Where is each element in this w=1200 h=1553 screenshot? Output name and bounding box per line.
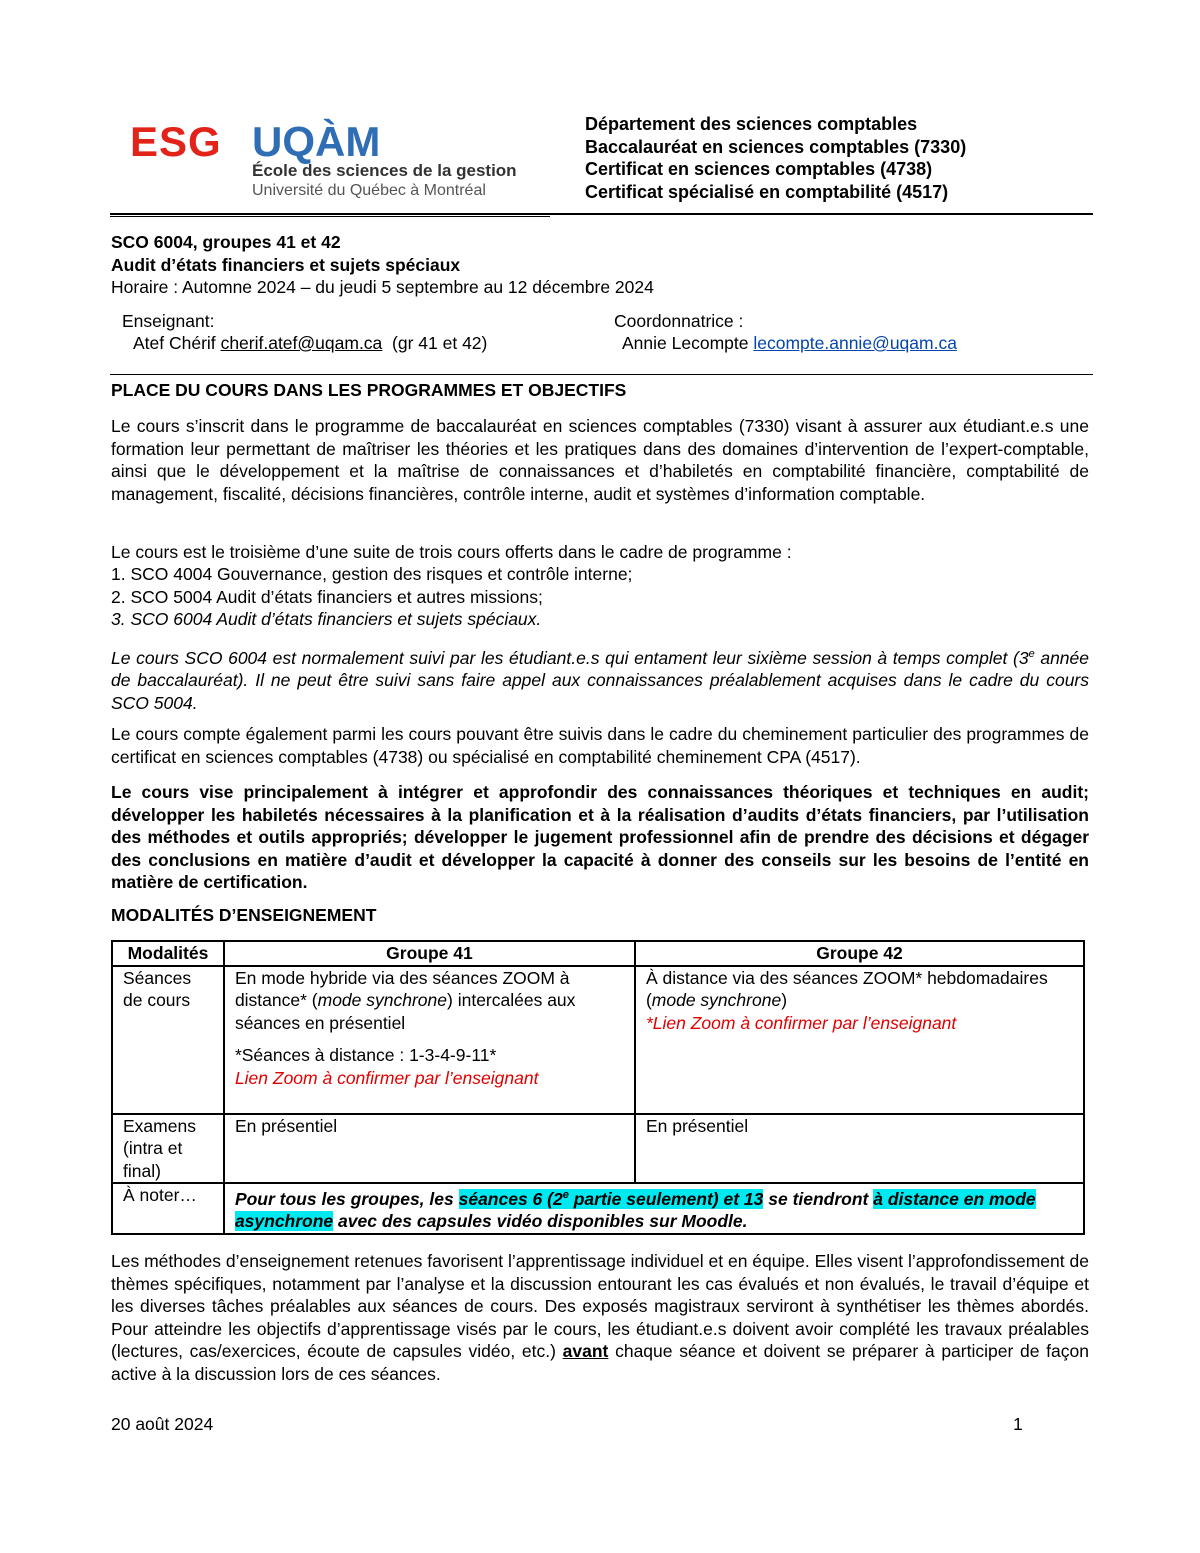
list-item: 2. SCO 5004 Audit d’états financiers et autres missions; bbox=[111, 586, 543, 607]
coordinator-label: Coordonnatrice : bbox=[614, 311, 744, 331]
emphasis-text: avant bbox=[562, 1341, 609, 1361]
paragraph-sequence bbox=[111, 541, 1089, 564]
cell-text: *Séances à distance : 1-3-4-9-11* bbox=[234, 1045, 497, 1065]
table-cell: En présentiel bbox=[635, 1114, 1084, 1184]
section-title-modalities: MODALITÉS D’ENSEIGNEMENT bbox=[111, 905, 377, 925]
teacher-groups: (gr 41 et 42) bbox=[392, 333, 488, 353]
paragraph-text: chaque séance et doivent se préparer à participer de façon active à la discussion lors de ces séances. bbox=[111, 1341, 1089, 1384]
list-item: 1. SCO 4004 Gouvernance, gestion des risques et contrôle interne; bbox=[111, 564, 633, 584]
highlight-text: partie seulement) et 13 bbox=[568, 1188, 764, 1209]
table-header-cell: Groupe 41 bbox=[224, 941, 635, 966]
table-header-row bbox=[112, 941, 1084, 966]
cell-text: ) bbox=[781, 990, 788, 1010]
course-sequence-list bbox=[111, 563, 1089, 631]
course-title: Audit d’états financiers et sujets spéciaux bbox=[111, 254, 461, 275]
highlight-text: à distance en mode asynchrone bbox=[234, 1188, 1036, 1232]
paragraph-text: Le cours SCO 6004 est normalement suivi par les étudiant.e.s qui entament leur sixième session à temps complet (3 bbox=[111, 647, 1029, 668]
paragraph-certificates bbox=[111, 723, 1089, 768]
highlight-text: séances 6 (2 bbox=[458, 1188, 563, 1209]
paragraph-objectives bbox=[111, 781, 1089, 894]
logo-uqam-text: UQÀM bbox=[252, 118, 381, 165]
zoom-link-note: *Lien Zoom à confirmer par l’enseignant bbox=[645, 1012, 957, 1033]
logo-university-name: Université du Québec à Montréal bbox=[252, 182, 486, 199]
paragraph-methods bbox=[111, 1250, 1089, 1385]
cell-text: À distance via des séances ZOOM* hebdomadaires ( bbox=[645, 967, 1048, 1010]
table-row bbox=[112, 1114, 1084, 1184]
paragraph-text: Le cours vise principalement à intégrer et approfondir des connaissances théoriques et techniques en audit; développer les habiletés nécessaires à la planification et à la réalisation d’audits d’états financiers, par l’utilisation des méthodes et outils appropriés; développer le jugement professionnel afin de prendre des décisions et dégager des conclusions en matière d’audit et développer la capacité à donner des conseils sur les besoins de l’entité en matière de certification. bbox=[111, 782, 1089, 892]
cell-text: se tiendront bbox=[763, 1188, 874, 1209]
page-number: 1 bbox=[1013, 1414, 1023, 1434]
department-line: Baccalauréat en sciences comptables (7330) bbox=[585, 136, 967, 157]
cell-text: En mode hybride via des séances ZOOM à distance* ( bbox=[234, 967, 570, 1010]
paragraph-text: Les méthodes d’enseignement retenues favorisent l’apprentissage individuel et en équipe. Elles visent l’approfondissement de thèmes spécifiques, notamment par l’analyse et la discussion entourant les cas évalués et non évalués, le travail d’équipe et les diverses tâches préalables aux séances de cours. Des exposés magistraux serviront à synthétiser les thèmes abordés. Pour atteindre les objectifs d’apprentissage visés par le cours, les étudiant.e.s doivent avoir complété les travaux préalables (lectures, cas/exercices, écoute de capsules vidéo, etc.) bbox=[111, 1251, 1089, 1361]
paragraph-text: Le cours est le troisième d’une suite de trois cours offerts dans le cadre de programme : bbox=[111, 542, 792, 562]
paragraph-text: année de baccalauréat). Il ne peut être suivi sans faire appel aux connaissances préalablement acquises dans le cadre du cours SCO 5004. bbox=[111, 647, 1090, 713]
cell-text: ) intercalées aux séances en présentiel bbox=[234, 990, 576, 1033]
teacher-email-link[interactable]: cherif.atef@uqam.ca bbox=[220, 333, 383, 353]
course-info bbox=[111, 231, 460, 276]
header-divider-thin bbox=[110, 216, 550, 217]
course-code: SCO 6004, groupes 41 et 42 bbox=[111, 232, 341, 252]
table-cell-label: Examens (intra et final) bbox=[112, 1114, 224, 1184]
table-cell-label: Séances de cours bbox=[112, 966, 224, 1114]
superscript: e bbox=[562, 1189, 569, 1201]
table-row bbox=[112, 1183, 1084, 1234]
table-cell bbox=[224, 966, 635, 1114]
cell-text: avec des capsules vidéo disponibles sur Moodle. bbox=[333, 1211, 748, 1232]
section-divider bbox=[110, 374, 1093, 375]
modalities-table bbox=[111, 940, 1085, 1235]
logo-school-name: École des sciences de la gestion bbox=[252, 161, 517, 180]
section-title-objectives: PLACE DU COURS DANS LES PROGRAMMES ET OBJECTIFS bbox=[111, 380, 627, 400]
department-line: Certificat spécialisé en comptabilité (4517) bbox=[585, 181, 949, 202]
paragraph-program bbox=[111, 415, 1089, 505]
paragraph-prerequisite bbox=[111, 643, 1089, 714]
department-header bbox=[585, 113, 966, 203]
cell-text: Pour tous les groupes, les bbox=[234, 1188, 459, 1209]
cell-text: mode synchrone bbox=[317, 990, 448, 1010]
header-divider bbox=[110, 213, 1093, 215]
coordinator-name: Annie Lecompte bbox=[622, 333, 749, 353]
table-cell bbox=[635, 966, 1084, 1114]
table-cell-label: À noter… bbox=[112, 1183, 224, 1234]
zoom-link-note: Lien Zoom à confirmer par l’enseignant bbox=[234, 1067, 539, 1088]
department-line: Département des sciences comptables bbox=[585, 114, 918, 134]
department-line: Certificat en sciences comptables (4738) bbox=[585, 159, 933, 179]
list-item: 3. SCO 6004 Audit d’états financiers et sujets spéciaux. bbox=[111, 609, 542, 629]
teacher-label: Enseignant: bbox=[122, 311, 215, 331]
coordinator-email-link[interactable]: lecompte.annie@uqam.ca bbox=[753, 333, 957, 353]
coordinator-contact bbox=[622, 333, 957, 354]
paragraph-text: Le cours s’inscrit dans le programme de baccalauréat en sciences comptables (7330) visant à assurer aux étudiant.e.s une formation leur permettant de maîtriser les théories et les pratiques dans des domaines d’intervention de l’expert-comptable, ainsi que le développement et la maîtrise de connaissances et d’habiletés en comptabilité financière, comptabilité de management, fiscalité, décisions financières, contrôle interne, audit et systèmes d’information comptable. bbox=[111, 416, 1089, 504]
superscript: e bbox=[1028, 648, 1035, 660]
esg-uqam-logo bbox=[130, 118, 540, 208]
teacher-name: Atef Chérif bbox=[133, 333, 216, 353]
table-header-cell: Groupe 42 bbox=[635, 941, 1084, 966]
table-cell: En présentiel bbox=[224, 1114, 635, 1184]
footer-date: 20 août 2024 bbox=[111, 1414, 214, 1434]
table-row bbox=[112, 966, 1084, 1114]
table-cell-note bbox=[224, 1183, 1084, 1234]
course-schedule: Horaire : Automne 2024 – du jeudi 5 septembre au 12 décembre 2024 bbox=[111, 277, 654, 297]
paragraph-text: Le cours compte également parmi les cours pouvant être suivis dans le cadre du cheminement particulier des programmes de certificat en sciences comptables (4738) ou spécialisé en comptabilité cheminement CPA (4517). bbox=[111, 724, 1089, 767]
teacher-contact bbox=[133, 333, 487, 354]
table-header-cell: Modalités bbox=[112, 941, 224, 966]
cell-text: mode synchrone bbox=[651, 990, 782, 1010]
logo-esg-text: ESG bbox=[130, 118, 222, 165]
